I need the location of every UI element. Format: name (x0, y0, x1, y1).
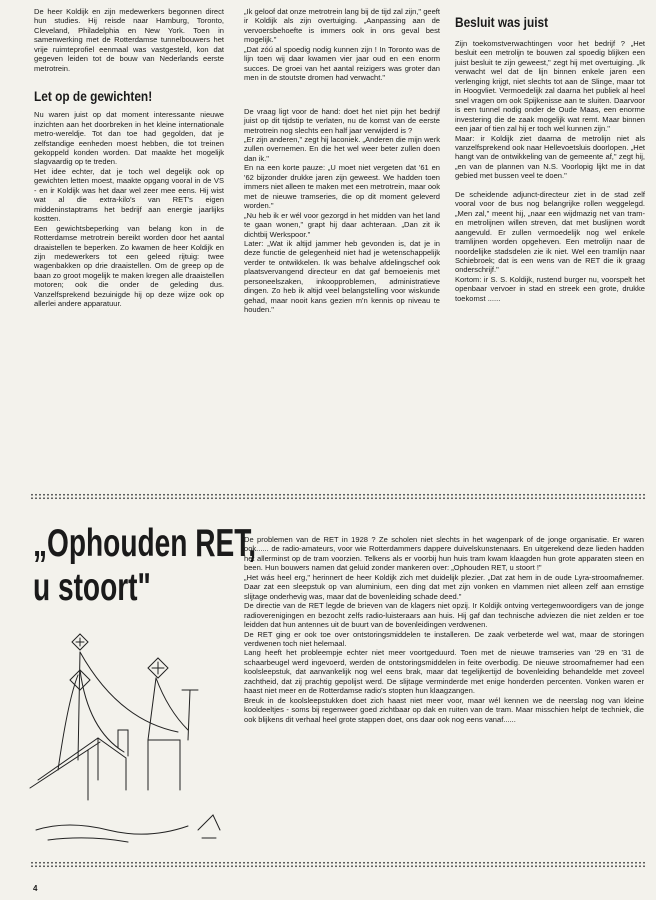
paragraph: „Nu heb ik er wél voor gezorgd in het midden van het land te gaan wonen," grapt hij daar achteraan. „Dan zit ik dichtbij Werkspoor." (244, 210, 440, 239)
paragraph: Maar: ir Koldijk ziet daarna de metrolijn niet als vanzelfsprekend ook naar Hellevoetsluis doorlopen. „Het hangt van de ontwikkeling van de gemeente af," zegt hij, „en van de plannen van N.S. Voorlopig lijkt me in dat gebied met bussen veel te doen." (455, 133, 645, 181)
article-heading (33, 522, 256, 610)
paragraph: En na een korte pauze: „U moet niet vergeten dat '61 en '62 bijzonder drukke jaren zijn geweest. We hadden toen immers niet alleen te maken met een metrotrein, maar ook met de nieuwe tramseries, die op dit moment geleverd worden." (244, 163, 440, 211)
paragraph: Nu waren juist op dat moment interessante nieuwe inzichten aan het doorbreken in het kleine internationale metro-wereldje. Tot dan toe had gegolden, dat je zelfstandige eenheden moest hebben, die tot treinen gekoppeld konden worden. Dat maakte het mogelijk slagvaardig op te treden. (34, 110, 224, 167)
heading-line: „Ophouden RET, (33, 522, 257, 565)
paragraph: „Dat zóú al spoedig nodig kunnen zijn ! In Toronto was de lijn toen wij daar kwamen vier jaar oud en een enorm succes. De groei van het aantal reizigers was groter dan men in de stoutste dromen had verwacht." (244, 44, 440, 83)
rooftop-antenna-illustration (28, 630, 228, 870)
paragraph: Een gewichtsbeperking van belang kon in de Rotterdamse metrotrein bereikt worden door het aantal draaistellen te beperken. Zo kwamen de heer Koldijk en zijn medewerkers tot een geleed rijtuig: twee wagenbakken op drie draaistellen. Om de greep op de baan zo groot mogelijk te maken kregen alle draaistellen motoren; ook die onder de geleding dus. Vanzelfsprekend bezuinigde hij op deze wijze ook op allerlei andere apparatuur. (34, 223, 224, 309)
paragraph: De problemen van de RET in 1928 ? Ze scholen niet slechts in het wagenpark of de jonge organisatie. Er waren ook...... de radio-amateurs, voor wie Rotterdammers dappere duivelskunstenaars. En uitgerekend deze lieden hadden het allerminst op de tram voorzien. Telkens als er voorbij hun huis tram kwam klaagden hun grote apparaten steen en been. Hun bouwers namen dat geluid zonder mankeren over: „Ophouden RET, u stoort !" (244, 535, 644, 573)
paragraph: Zijn toekomstverwachtingen voor het bedrijf ? „Het besluit een metrolijn te bouwen zal spoedig blijken een juist besluit te zijn geweest," zegt hij met overtuiging. „Ik verwacht wel dat de lijn binnen enkele jaren een verlenging krijgt, niet slechts tot aan de Slinge, maar tot in Hoogvliet. Vermoedelijk zal daarna het publiek al heel snel vragen om ook Spijkenisse aan te sluiten. Daarvoor is een tunnel nodig onder de Oude Maas, een enorme investering die de zaak mogelijk wat remt. Maar binnen een jaar of tien zal hij er toch wel kunnen zijn." (455, 39, 645, 134)
paragraph: De scheidende adjunct-directeur ziet in de stad zelf vooral voor de bus nog belangrijke rollen weggelegd. „Men zal," meent hij, „naar een wijdmazig net van tram- en metrolijnen willen streven, dat met buslijnen wordt aangevuld. Er zullen vermoedelijk nog wel enkele tramlijnen worden opgeheven. Een metrolijn naar de noordelijke stadsdelen zie ik niet. Wel een tramlijn naar Schiebroek; dat is een wens van de RET die ik graag onderschrijf." (455, 189, 645, 275)
dotted-divider (30, 861, 646, 868)
paragraph: „Er zijn anderen," zegt hij laconiek. „Anderen die mijn werk zullen overnemen. En die het wel weer beter zullen doen dan ik." (244, 134, 440, 163)
paragraph: Kortom: ir S. S. Koldijk, rustend burger nu, voorspelt het openbaar vervoer in stad en streek een grote, drukke toekomst ...... (455, 274, 645, 303)
section-heading: Besluit was juist (455, 15, 549, 30)
paragraph: Lang heeft het probleempje echter niet meer voortgeduurd. Toen met de nieuwe tramseries van '29 en '31 de schaarbeugel werd ingevoerd, werden de ontstoringsmiddelen in feite overbodig. De nieuwe stroomafnemer had een koolsleepstuk, dat aanvankelijk nog wel eens brak, maar dat tegelijkertijd de bovenleiding behandelde met zoveel zachtheid, dat zij prachtig gepolijst werd. De slijtage verminderde met enige honderden percenten. Vonken waren er haast niet meer en de Rotterdamse radio's stopten hun klaagzangen. (244, 648, 644, 696)
article-column-3 (455, 7, 645, 303)
paragraph: Het idee echter, dat je toch wel degelijk ook op gewichten letten moest, maakte opgang vooral in de VS - en ir Koldijk was het daar wel zeer mee eens. Hij wist wat al die extra-kilo's van RET's eigen middeninstaptrams het bedrijf aan energie jaarlijks kostten. (34, 166, 224, 224)
paragraph: De heer Koldijk en zijn medewerkers begonnen direct hun studies. Hij reisde naar Hamburg, Toronto, Cleveland, Philadelphia en New York. Toen in samenwerking met de Rotterdamse tunnelbouwers het vrije ruimteprofiel eenmaal was vastgesteld, kon dat gegeven leiden tot de bouw van Nederlands eerste metrotrein. (34, 7, 224, 73)
heading-line: u stoort" (33, 566, 151, 609)
section-heading: Let op de gewichten! (34, 89, 153, 105)
dotted-divider (30, 493, 646, 500)
article-column-2 (244, 7, 440, 315)
paragraph: De vraag ligt voor de hand: doet het niet pijn het bedrijf juist op dit tijdstip te verlaten, nu de komst van de eerste metrotrein nog slechts een half jaar verwijderd is ? (244, 106, 440, 135)
page-number: 4 (33, 884, 38, 893)
paragraph: „Ik geloof dat onze metrotrein lang bij de tijd zal zijn," geeft ir Koldijk als zijn overtuiging. „Aanpassing aan de vervoersbehoefte is immers ook in ons geval best mogelijk." (244, 7, 440, 45)
paragraph: De directie van de RET legde de brieven van de klagers niet opzij. Ir Koldijk ontving vertegenwoordigers van de jonge radioverenigingen en bezocht zelfs radio-luisteraars aan huis. Hij gaf dan technische adviezen die niet zelden er toe leidden dat hun antennes uit de buurt van de bovenleidingen verdwenen. (244, 601, 644, 630)
article-column-4 (244, 535, 644, 724)
paragraph: Breuk in de koolsleepstukken doet zich haast niet meer voor, maar wél kennen we de neerslag nog van kleine kooldeeltjes - soms bij regenweer goed zichtbaar op dak en ruiten van de tram. Maar misschien helpt de techniek, die ook blijkens dit verhaal heel grote stappen doet, ons daar ook nog eens vanaf...... (244, 695, 644, 724)
paragraph: Later: „Wat ik altijd jammer heb gevonden is, dat je in deze functie de gelegenheid niet had je wetenschappelijk verder te ontwikkelen. Ik was behalve afdelingschef ook plaatsvervangend directeur en dat gaf bemoeienis met personeelszaken, inkoopproblemen, administratieve dingen. Zo heb ik altijd veel belangstelling voor wiskunde gehad, maar nooit kans gezien m'n kennis op niveau te houden." (244, 238, 440, 315)
article-column-1 (34, 7, 224, 309)
paragraph: „Het wás heel erg," herinnert de heer Koldijk zich met duidelijk plezier. „Dat zat hem in de oude Lyra-stroomafnemer. Daar zat een sleepstuk op van aluminium, een ding dat met zijn vonken en vlammen niet alleen zelf aan ernstige slijtage onderhevig was, maar dat de bovenleiding schade deed." (244, 572, 644, 601)
paragraph: De RET ging er ook toe over ontstoringsmiddelen te installeren. De zaak verbeterde wel wat, maar de storingen verdwenen toch niet helemaal. (244, 629, 644, 648)
